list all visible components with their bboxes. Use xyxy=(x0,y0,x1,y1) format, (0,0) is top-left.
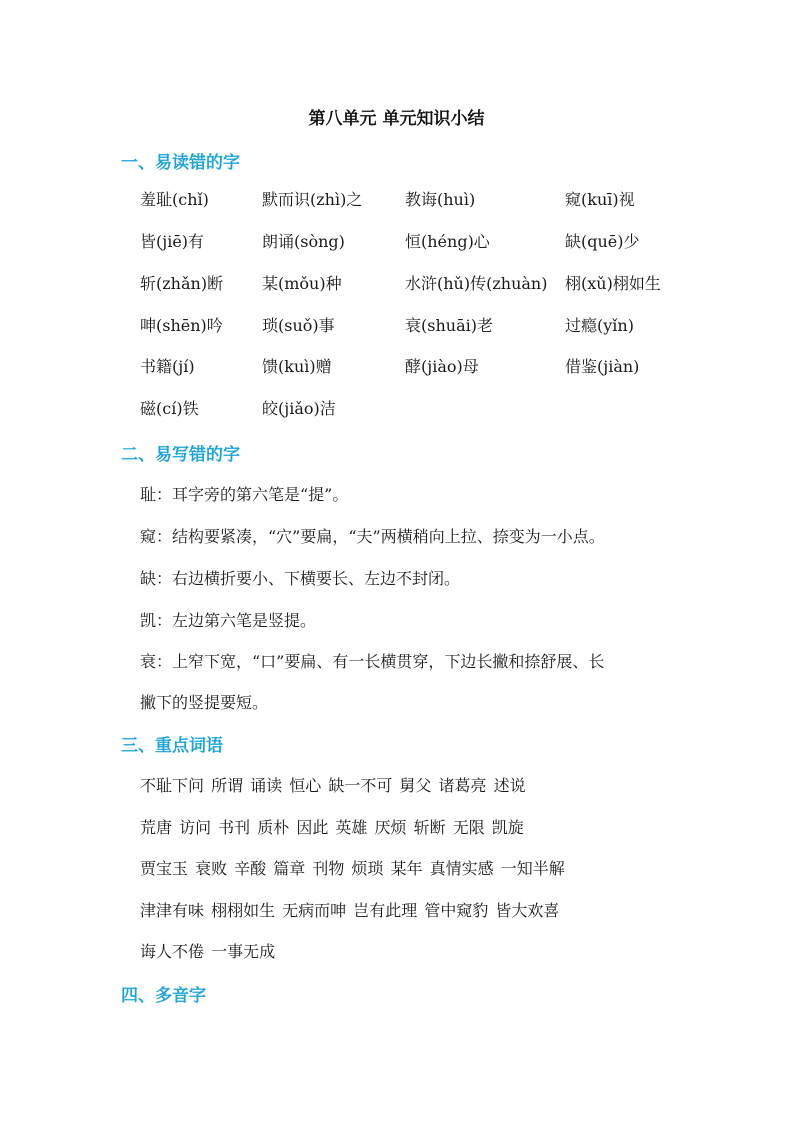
page-title: 第八单元 单元知识小结 xyxy=(308,109,485,129)
misread-item: 缺(quē)少 xyxy=(565,232,640,251)
misread-item: 教诲(huì) xyxy=(405,190,476,209)
misread-item: 借鉴(jiàn) xyxy=(565,357,640,376)
misread-item: 琐(suǒ)事 xyxy=(262,316,335,335)
miswritten-note: 窥：结构要紧凑，“穴”要扁，“夫”两横稍向上拉、捺变为一小点。 xyxy=(140,527,605,546)
key-words-line: 诲人不倦 一事无成 xyxy=(140,942,276,961)
misread-item: 栩(xǔ)栩如生 xyxy=(565,274,661,293)
misread-item: 书籍(jí) xyxy=(140,357,195,376)
miswritten-note: 衰：上窄下宽，“口”要扁、有一长横贯穿，下边长撇和捺舒展、长 xyxy=(140,652,605,671)
misread-item: 朗诵(sòng) xyxy=(262,232,345,251)
key-words-line: 贾宝玉 衰败 辛酸 篇章 刊物 烦琐 某年 真情实感 一知半解 xyxy=(140,859,565,878)
key-words-line: 津津有味 栩栩如生 无病而呻 岂有此理 管中窥豹 皆大欢喜 xyxy=(140,901,560,920)
section-heading-miswritten: 二、易写错的字 xyxy=(121,445,240,465)
section-heading-misread: 一、易读错的字 xyxy=(121,153,240,173)
miswritten-note: 凯：左边第六笔是竖提。 xyxy=(140,611,317,630)
misread-item: 衰(shuāi)老 xyxy=(405,316,493,335)
misread-item: 水浒(hǔ)传(zhuàn) xyxy=(405,274,548,293)
misread-item: 恒(héng)心 xyxy=(405,232,490,251)
misread-item: 酵(jiào)母 xyxy=(405,357,479,376)
misread-item: 馈(kuì)赠 xyxy=(262,357,332,376)
misread-item: 默而识(zhì)之 xyxy=(262,190,363,209)
misread-item: 皎(jiǎo)洁 xyxy=(262,399,336,418)
misread-item: 磁(cí)铁 xyxy=(140,399,199,418)
section-heading-key-words: 三、重点词语 xyxy=(121,736,223,756)
misread-item: 某(mǒu)种 xyxy=(262,274,342,293)
misread-item: 斩(zhǎn)断 xyxy=(140,274,224,293)
miswritten-note: 耻：耳字旁的第六笔是“提”。 xyxy=(140,485,349,504)
misread-item: 过瘾(yǐn) xyxy=(565,316,634,335)
misread-item: 皆(jiē)有 xyxy=(140,232,205,251)
misread-item: 窥(kuī)视 xyxy=(565,190,635,209)
key-words-line: 荒唐 访问 书刊 质朴 因此 英雄 厌烦 斩断 无限 凯旋 xyxy=(140,818,524,837)
misread-item: 羞耻(chǐ) xyxy=(140,190,209,209)
key-words-line: 不耻下问 所谓 诵读 恒心 缺一不可 舅父 诸葛亮 述说 xyxy=(140,776,526,795)
section-heading-polyphones: 四、多音字 xyxy=(121,986,206,1006)
miswritten-note: 缺：右边横折要小、下横要长、左边不封闭。 xyxy=(140,569,461,588)
misread-item: 呻(shēn)吟 xyxy=(140,316,223,335)
miswritten-note: 撇下的竖提要短。 xyxy=(140,693,269,712)
